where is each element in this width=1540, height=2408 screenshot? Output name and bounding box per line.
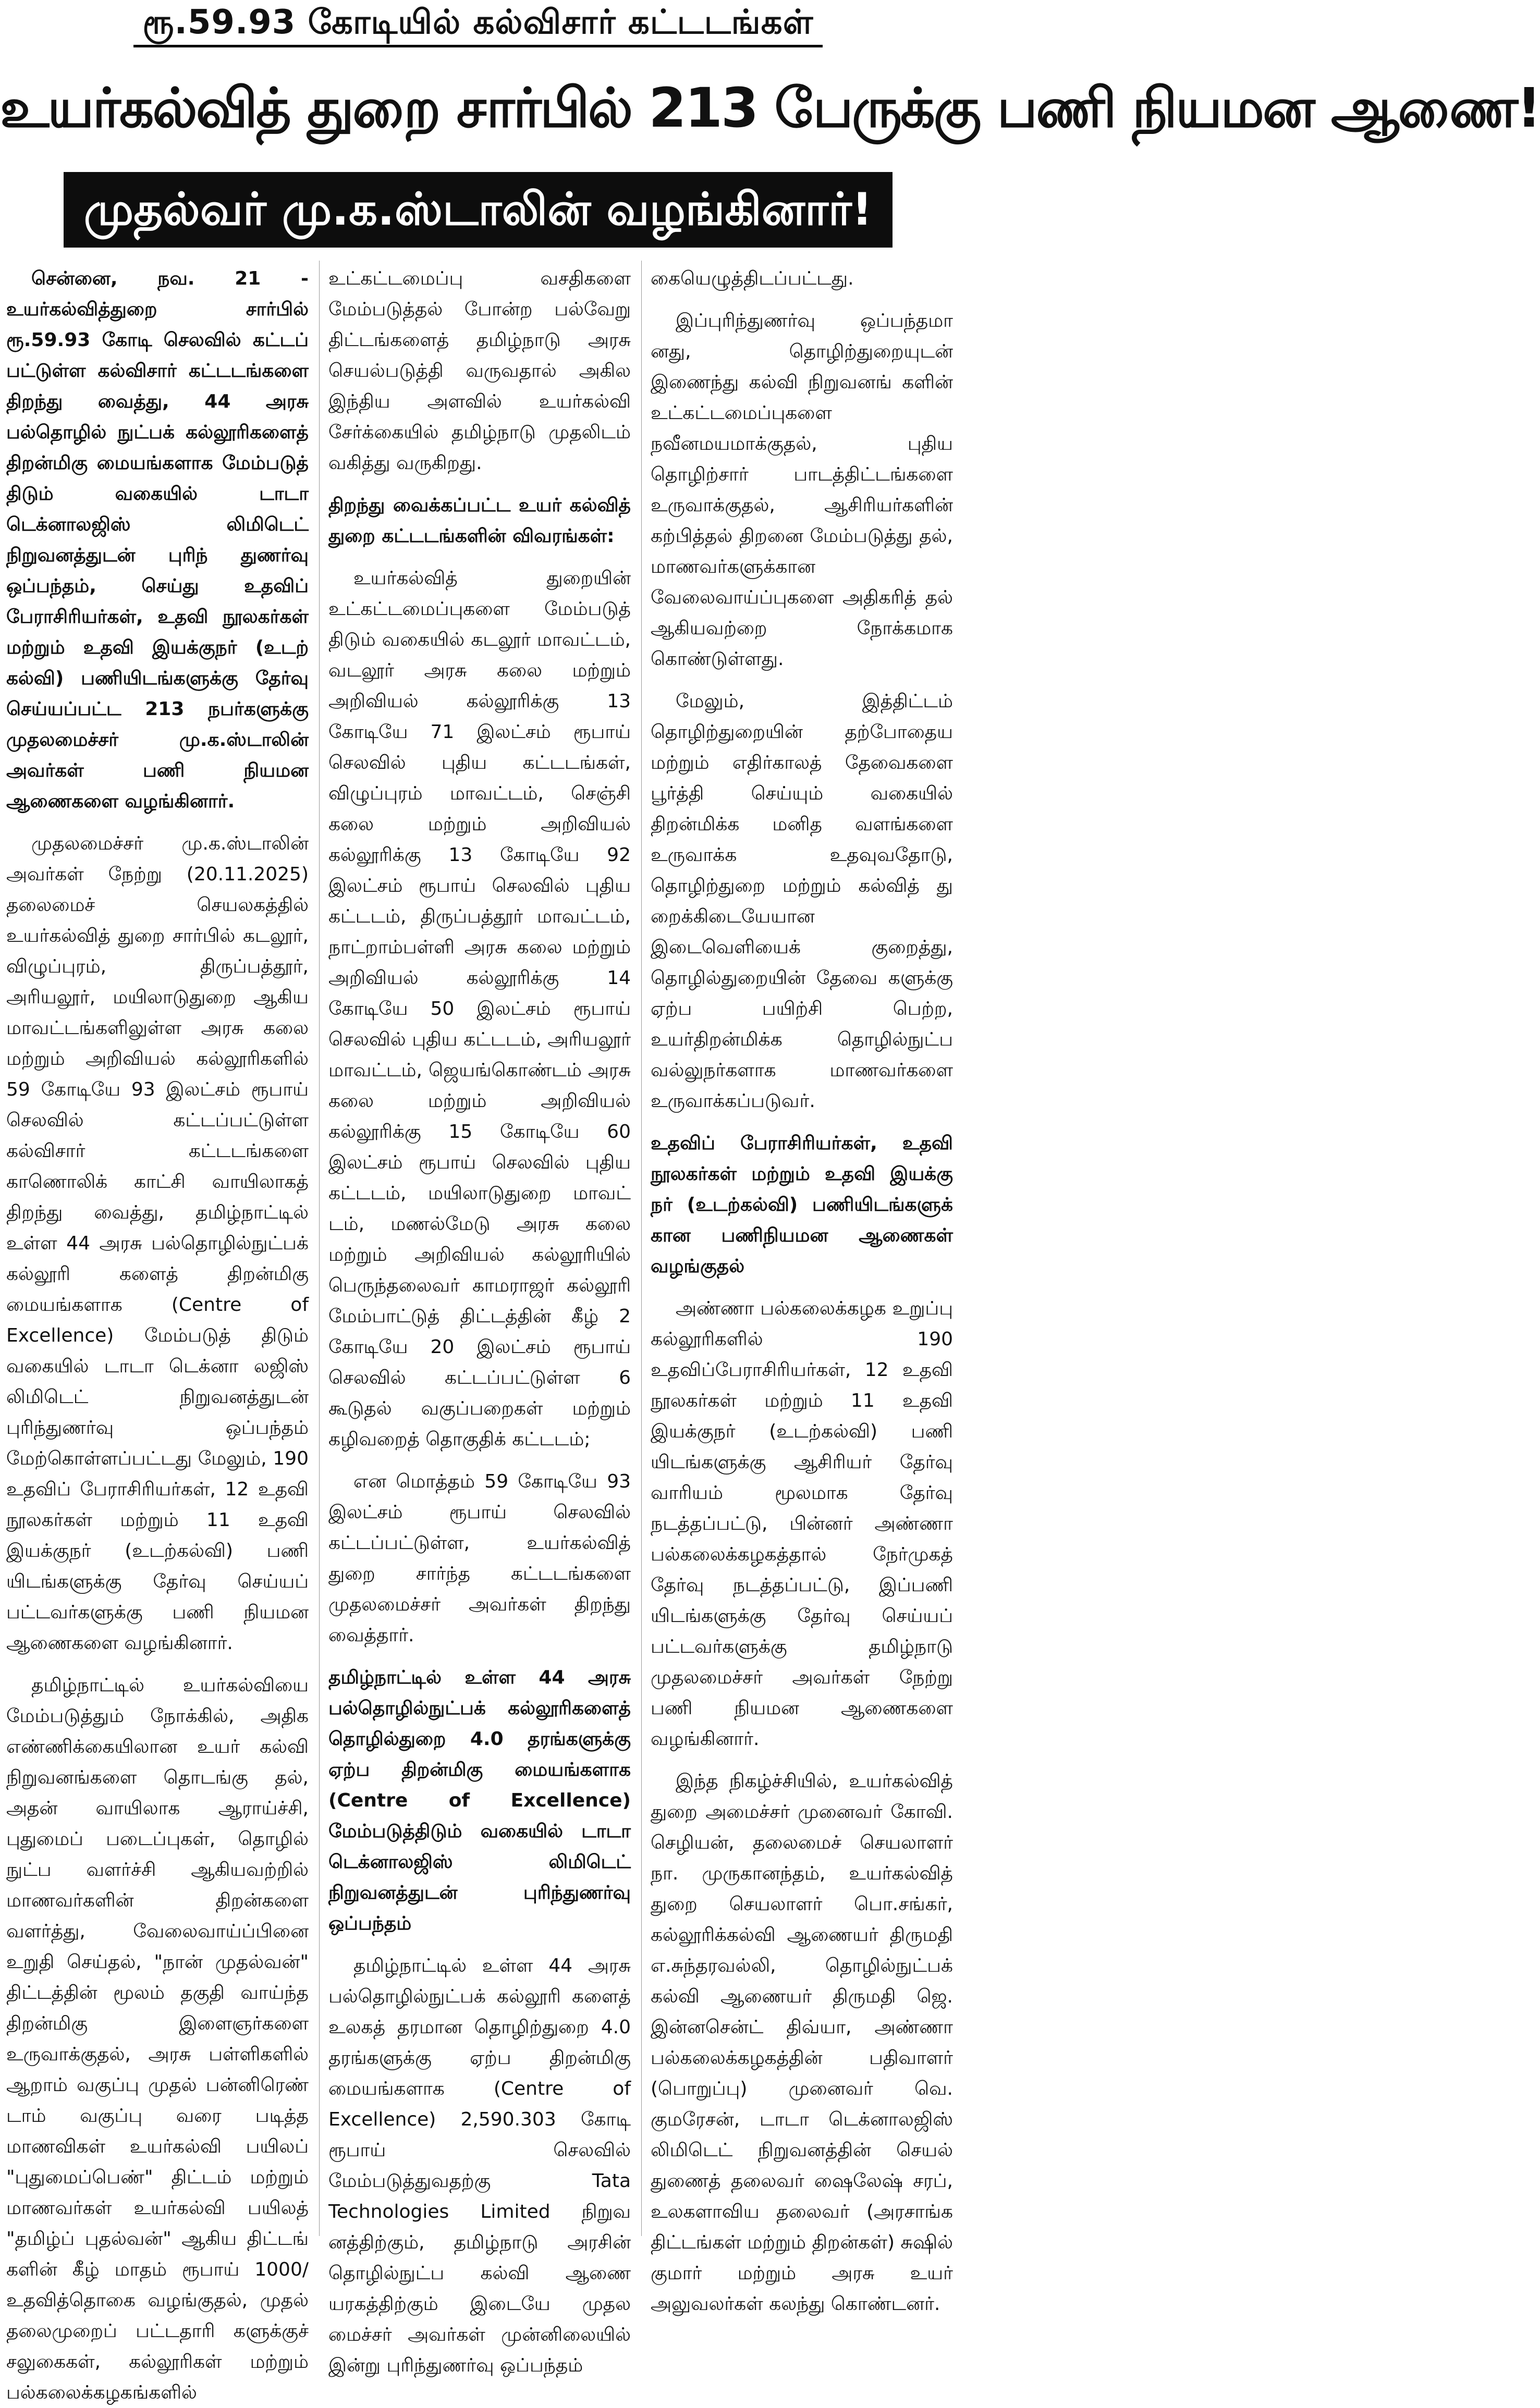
overline-text: ரூ.59.93 கோடியில் கல்விசார் கட்டடங்கள்: [133, 0, 823, 47]
section-subheading: தமிழ்நாட்டில் உள்ள 44 அரசு பல்தொழில்நுட்பக் கல்லூரிகளைத் தொழில்துறை 4.0 தரங்களுக்கு ஏற்ப திறன்மிகு மையங்களாக (Centre of Excellence) மேம்படுத்திடும் வகையில் டாடா டெக்னாலஜிஸ் லிமிடெட் நிறுவனத்துடன் புரிந்துணர்வு ஒப்பந்தம்: [328, 1667, 631, 1934]
body-paragraph: இப்புரிந்துணர்வு ஒப்பந்தமா னது, தொழிற்துறையுடன் இணைந்து கல்வி நிறுவனங் களின் உட்கட்டமைப்புகளை நவீனமயமாக்குதல், புதிய தொழிற்சார் பாடத்திட்டங்களை உருவாக்குதல், ஆசிரியர்களின் கற்பித்தல் திறனை மேம்படுத்து தல், மாணவர்களுக்கான வேலைவாய்ப்புகளை அதிகரித் தல் ஆகியவற்றை நோக்கமாக கொண்டுள்ளது.: [651, 310, 953, 670]
main-headline: உயர்கல்வித் துறை சார்பில் 213 பேருக்கு பணி நியமன ஆணை!: [0, 76, 1540, 140]
lead-text: உயர்கல்வித்துறை சார்பில் ரூ.59.93 கோடி செலவில் கட்டப் பட்டுள்ள கல்விசார் கட்டடங்களை திறந்து வைத்து, 44 அரசு பல்தொழில் நுட்பக் கல்லூரிகளைத் திறன்மிகு மையங்களாக மேம்படுத் திடும் வகையில் டாடா டெக்னாலஜிஸ் லிமிடெட் நிறுவனத்துடன் புரிந் துணர்வு ஒப்பந்தம், செய்து உதவிப் பேராசிரியர்கள், உதவி நூலகர்கள் மற்றும் உதவி இயக்குநர் (உடற் கல்வி) பணியிடங்களுக்கு தேர்வு செய்யப்பட்ட 213 நபர்களுக்கு முதலமைச்சர் மு.க.ஸ்டாலின் அவர்கள் பணி நியமன ஆணைகளை வழங்கினார்.: [6, 299, 309, 812]
section-subheading: திறந்து வைக்கப்பட்ட உயர் கல்வித் துறை கட்டடங்களின் விவரங்கள்:: [328, 495, 631, 547]
subheadline-banner: முதல்வர் மு.க.ஸ்டாலின் வழங்கினார்!: [64, 172, 893, 248]
article-column-3: [651, 263, 953, 2315]
article-column-1: [6, 263, 309, 2403]
body-paragraph: உயர்கல்வித் துறையின் உட்கட்டமைப்புகளை மேம்படுத் திடும் வகையில் கடலூர் மாவட்டம், வடலூர் அரசு கலை மற்றும் அறிவியல் கல்லூரிக்கு 13 கோடியே 71 இலட்சம் ரூபாய் செலவில் புதிய கட்டடங்கள், விழுப்புரம் மாவட்டம், செஞ்சி கலை மற்றும் அறிவியல் கல்லூரிக்கு 13 கோடியே 92 இலட்சம் ரூபாய் செலவில் புதிய கட்டடம், திருப்பத்தூர் மாவட்டம், நாட்றாம்பள்ளி அரசு கலை மற்றும் அறிவியல் கல்லூரிக்கு 14 கோடியே 50 இலட்சம் ரூபாய் செலவில் புதிய கட்டடம், அரியலூர் மாவட்டம், ஜெயங்கொண்டம் அரசு கலை மற்றும் அறிவியல் கல்லூரிக்கு 15 கோடியே 60 இலட்சம் ரூபாய் செலவில் புதிய கட்டடம், மயிலாடுதுறை மாவட் டம், மணல்மேடு அரசு கலை மற்றும் அறிவியல் கல்லூரியில் பெருந்தலைவர் காமராஜர் கல்லூரி மேம்பாட்டுத் திட்டத்தின் கீழ் 2 கோடியே 20 இலட்சம் ரூபாய் செலவில் கட்டப்பட்டுள்ள 6 கூடுதல் வகுப்பறைகள் மற்றும் கழிவறைத் தொகுதிக் கட்டடம்;: [328, 568, 631, 1450]
lead-paragraph: [6, 263, 309, 817]
article-column-2: [328, 263, 631, 2376]
column-divider: [641, 261, 642, 2236]
body-paragraph: அண்ணா பல்கலைக்கழக உறுப்பு கல்லூரிகளில் 190 உதவிப்பேராசிரியர்கள், 12 உதவி நூலகர்கள் மற்றும் 11 உதவி இயக்குநர் (உடற்கல்வி) பணி யிடங்களுக்கு ஆசிரியர் தேர்வு வாரியம் மூலமாக தேர்வு நடத்தப்பட்டு, பின்னர் அண்ணா பல்கலைக்கழகத்தால் நேர்முகத் தேர்வு நடத்தப்பட்டு, இப்பணி யிடங்களுக்கு தேர்வு செய்யப் பட்டவர்களுக்கு தமிழ்நாடு முதலமைச்சர் அவர்கள் நேற்று பணி நியமன ஆணைகளை வழங்கினார்.: [651, 1298, 953, 1750]
body-paragraph: கையெழுத்திடப்பட்டது.: [651, 268, 854, 289]
body-paragraph: உட்கட்டமைப்பு வசதிகளை மேம்படுத்தல் போன்ற பல்வேறு திட்டங்களைத் தமிழ்நாடு அரசு செயல்படுத்தி வருவதால் அகில இந்திய அளவில் உயர்கல்வி சேர்க்கையில் தமிழ்நாடு முதலிடம் வகித்து வருகிறது.: [328, 268, 631, 474]
overline-header: [0, 0, 956, 50]
body-paragraph: மேலும், இத்திட்டம் தொழிற்துறையின் தற்போதைய மற்றும் எதிர்காலத் தேவைகளை பூர்த்தி செய்யும் வகையில் திறன்மிக்க மனித வளங்களை உருவாக்க உதவுவதோடு, தொழிற்துறை மற்றும் கல்வித் து றைக்கிடையேயான இடைவெளியைக் குறைத்து, தொழில்துறையின் தேவை களுக்கு ஏற்ப பயிற்சி பெற்ற, உயர்திறன்மிக்க தொழில்நுட்ப வல்லுநர்களாக மாணவர்களை உருவாக்கப்படுவர்.: [651, 691, 953, 1112]
body-paragraph: தமிழ்நாட்டில் உயர்கல்வியை மேம்படுத்தும் நோக்கில், அதிக எண்ணிக்கையிலான உயர் கல்வி நிறுவனங்களை தொடங்கு தல், அதன் வாயிலாக ஆராய்ச்சி, புதுமைப் படைப்புகள், தொழில் நுட்ப வளர்ச்சி ஆகியவற்றில் மாணவர்களின் திறன்களை வளர்த்து, வேலைவாய்ப்பினை உறுதி செய்தல், "நான் முதல்வன்" திட்டத்தின் மூலம் தகுதி வாய்ந்த திறன்மிகு இளைஞர்களை உருவாக்குதல், அரசு பள்ளிகளில் ஆறாம் வகுப்பு முதல் பன்னிரெண் டாம் வகுப்பு வரை படித்த மாணவிகள் உயர்கல்வி பயிலப் "புதுமைப்பெண்" திட்டம் மற்றும் மாணவர்கள் உயர்கல்வி பயிலத் "தமிழ்ப் புதல்வன்" ஆகிய திட்டங் களின் கீழ் மாதம் ரூபாய் 1000/ உதவித்தொகை வழங்குதல், முதல் தலைமுறைப் பட்டதாரி களுக்குச் சலுகைகள், கல்லூரிகள் மற்றும் பல்கலைக்கழகங்களில்: [6, 1675, 309, 2403]
dateline: சென்னை, நவ. 21 -: [31, 268, 309, 289]
body-paragraph: இந்த நிகழ்ச்சியில், உயர்கல்வித் துறை அமைச்சர் முனைவர் கோவி. செழியன், தலைமைச் செயலாளர் நா. முருகானந்தம், உயர்கல்வித் துறை செயலாளர் பொ.சங்கர், கல்லூரிக்கல்வி ஆணையர் திருமதி எ.சுந்தரவல்லி, தொழில்நுட்பக் கல்வி ஆணையர் திருமதி ஜெ. இன்னசென்ட் திவ்யா, அண்ணா பல்கலைக்கழகத்தின் பதிவாளர் (பொறுப்பு) முனைவர் வெ. குமரேசன், டாடா டெக்னாலஜிஸ் லிமிடெட் நிறுவனத்தின் செயல் துணைத் தலைவர் ஷைலேஷ் சரப், உலகளாவிய தலைவர் (அரசாங்க திட்டங்கள் மற்றும் திறன்கள்) சுஷில் குமார் மற்றும் அரசு உயர் அலுவலர்கள் கலந்து கொண்டனர்.: [651, 1771, 953, 2315]
body-paragraph: என மொத்தம் 59 கோடியே 93 இலட்சம் ரூபாய் செலவில் கட்டப்பட்டுள்ள, உயர்கல்வித் துறை சார்ந்த கட்டடங்களை முதலமைச்சர் அவர்கள் திறந்து வைத்தார்.: [328, 1471, 631, 1646]
section-subheading: உதவிப் பேராசிரியர்கள், உதவி நூலகர்கள் மற்றும் உதவி இயக்கு நர் (உடற்கல்வி) பணியிடங்களுக் கான பணிநியமன ஆணைகள் வழங்குதல்: [651, 1133, 953, 1277]
body-paragraph: தமிழ்நாட்டில் உள்ள 44 அரசு பல்தொழில்நுட்பக் கல்லூரி களைத் உலகத் தரமான தொழிற்துறை 4.0 தரங்களுக்கு ஏற்ப திறன்மிகு மையங்களாக (Centre of Excellence) 2,590.303 கோடி ரூபாய் செலவில் மேம்படுத்துவதற்கு Tata Technologies Limited நிறுவ னத்திற்கும், தமிழ்நாடு அரசின் தொழில்நுட்ப கல்வி ஆணை யரகத்திற்கும் இடையே முதல மைச்சர் அவர்கள் முன்னிலையில் இன்று புரிந்துணர்வு ஒப்பந்தம்: [328, 1955, 631, 2376]
body-paragraph: முதலமைச்சர் மு.க.ஸ்டாலின் அவர்கள் நேற்று (20.11.2025) தலைமைச் செயலகத்தில் உயர்கல்வித் துறை சார்பில் கடலூர், விழுப்புரம், திருப்பத்தூர், அரியலூர், மயிலாடுதுறை ஆகிய மாவட்டங்களிலுள்ள அரசு கலை மற்றும் அறிவியல் கல்லூரிகளில் 59 கோடியே 93 இலட்சம் ரூபாய் செலவில் கட்டப்பட்டுள்ள கல்விசார் கட்டடங்களை காணொலிக் காட்சி வாயிலாகத் திறந்து வைத்து, தமிழ்நாட்டில் உள்ள 44 அரசு பல்தொழில்நுட்பக் கல்லூரி களைத் திறன்மிகு மையங்களாக (Centre of Excellence) மேம்படுத் திடும் வகையில் டாடா டெக்னா லஜிஸ் லிமிடெட் நிறுவனத்துடன் புரிந்துணர்வு ஒப்பந்தம் மேற்கொள்ளப்பட்டது மேலும், 190 உதவிப் பேராசிரியர்கள், 12 உதவி நூலகர்கள் மற்றும் 11 உதவி இயக்குநர் (உடற்கல்வி) பணி யிடங்களுக்கு தேர்வு செய்யப் பட்டவர்களுக்கு பணி நியமன ஆணைகளை வழங்கினார்.: [6, 833, 309, 1654]
column-divider: [319, 261, 320, 2236]
